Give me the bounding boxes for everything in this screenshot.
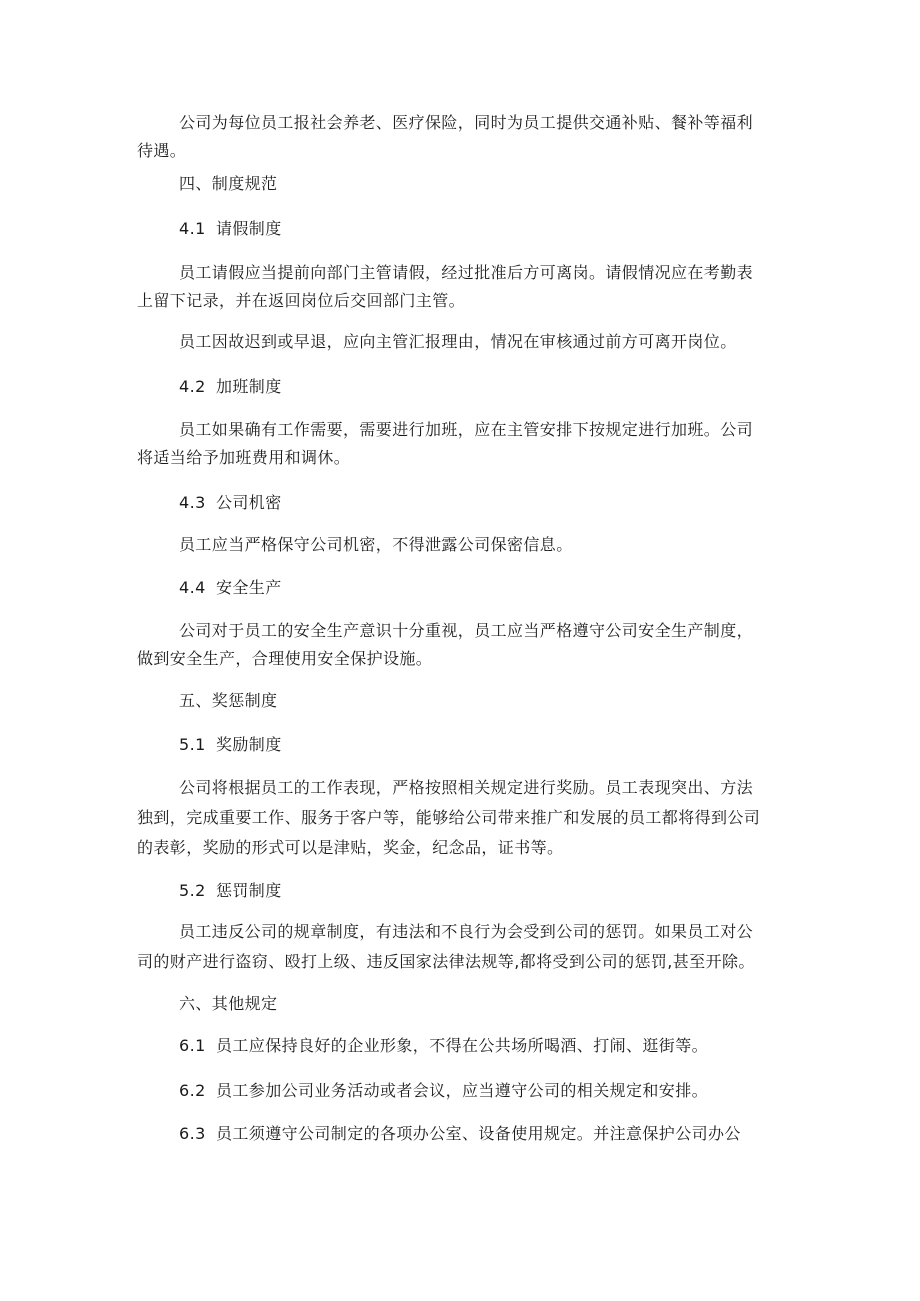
paragraph-rewards — [137, 774, 787, 862]
heading-text: 五、奖惩制度 — [179, 691, 278, 710]
section-heading-6 — [137, 990, 787, 1018]
subheading-number: 5.1 — [179, 735, 206, 754]
section-heading-5 — [137, 687, 787, 715]
rule-6-2 — [137, 1077, 787, 1105]
rule-6-1 — [137, 1032, 787, 1060]
rule-text: 员工应保持良好的企业形象，不得在公共场所喝酒、打闹、逛街等。 — [216, 1036, 709, 1055]
text-line: 员工因故迟到或早退，应向主管汇报理由，情况在审核通过前方可离开岗位。 — [179, 332, 737, 351]
text-line: 员工如果确有工作需要，需要进行加班，应在主管安排下按规定进行加班。公司 — [179, 420, 754, 439]
section-heading-4 — [137, 170, 787, 198]
subheading-4-4 — [137, 574, 787, 602]
text-line: 员工违反公司的规章制度，有违法和不良行为会受到公司的惩罚。如果员工对公 — [179, 922, 754, 941]
rule-number: 6.1 — [179, 1036, 206, 1055]
rule-number: 6.2 — [179, 1081, 206, 1100]
paragraph-confidentiality — [137, 531, 787, 559]
paragraph-leave-request — [137, 259, 787, 315]
subheading-4-3 — [137, 489, 787, 517]
text-line: 员工请假应当提前向部门主管请假，经过批准后方可离岗。请假情况应在考勤表 — [179, 263, 754, 282]
subheading-5-2 — [137, 877, 787, 905]
subheading-text: 加班制度 — [216, 377, 282, 396]
rule-6-3 — [137, 1120, 787, 1148]
subheading-5-1 — [137, 731, 787, 759]
text-line: 员工应当严格保守公司机密，不得泄露公司保密信息。 — [179, 535, 573, 554]
subheading-text: 公司机密 — [216, 493, 282, 512]
subheading-text: 请假制度 — [216, 219, 282, 238]
heading-text: 四、制度规范 — [179, 174, 278, 193]
rule-number: 6.3 — [179, 1124, 206, 1143]
text-line: 公司为每位员工报社会养老、医疗保险，同时为员工提供交通补贴、餐补等福利 — [179, 113, 754, 132]
subheading-number: 4.2 — [179, 377, 206, 396]
text-line: 上留下记录，并在返回岗位后交回部门主管。 — [137, 291, 466, 310]
paragraph-late-early — [137, 328, 787, 356]
subheading-number: 4.4 — [179, 578, 206, 597]
subheading-text: 惩罚制度 — [216, 881, 282, 900]
paragraph-benefits — [137, 109, 787, 165]
text-line: 待遇。 — [137, 141, 187, 160]
subheading-text: 安全生产 — [216, 578, 282, 597]
heading-text: 六、其他规定 — [179, 994, 278, 1013]
text-line: 独到，完成重要工作、服务于客户等，能够给公司带来推广和发展的员工都将得到公司 — [137, 808, 761, 827]
text-line: 公司将根据员工的工作表现，严格按照相关规定进行奖励。员工表现突出、方法 — [179, 778, 754, 797]
rule-text: 员工须遵守公司制定的各项办公室、设备使用规定。并注意保护公司办公 — [216, 1124, 741, 1143]
text-line: 将适当给予加班费用和调休。 — [137, 448, 351, 467]
subheading-4-2 — [137, 373, 787, 401]
subheading-4-1 — [137, 215, 787, 243]
text-line: 司的财产进行盗窃、殴打上级、违反国家法律法规等,都将受到公司的惩罚,甚至开除。 — [137, 952, 755, 971]
rule-text: 员工参加公司业务活动或者会议，应当遵守公司的相关规定和安排。 — [216, 1081, 709, 1100]
subheading-number: 4.1 — [179, 219, 206, 238]
subheading-text: 奖励制度 — [216, 735, 282, 754]
text-line: 公司对于员工的安全生产意识十分重视，员工应当严格遵守公司安全生产制度， — [179, 621, 754, 640]
paragraph-overtime — [137, 416, 787, 472]
text-line: 做到安全生产，合理使用安全保护设施。 — [137, 649, 433, 668]
paragraph-safety — [137, 617, 787, 673]
subheading-number: 4.3 — [179, 493, 206, 512]
text-line: 的表彰，奖励的形式可以是津贴，奖金，纪念品，证书等。 — [137, 838, 564, 857]
paragraph-penalties — [137, 918, 787, 976]
subheading-number: 5.2 — [179, 881, 206, 900]
